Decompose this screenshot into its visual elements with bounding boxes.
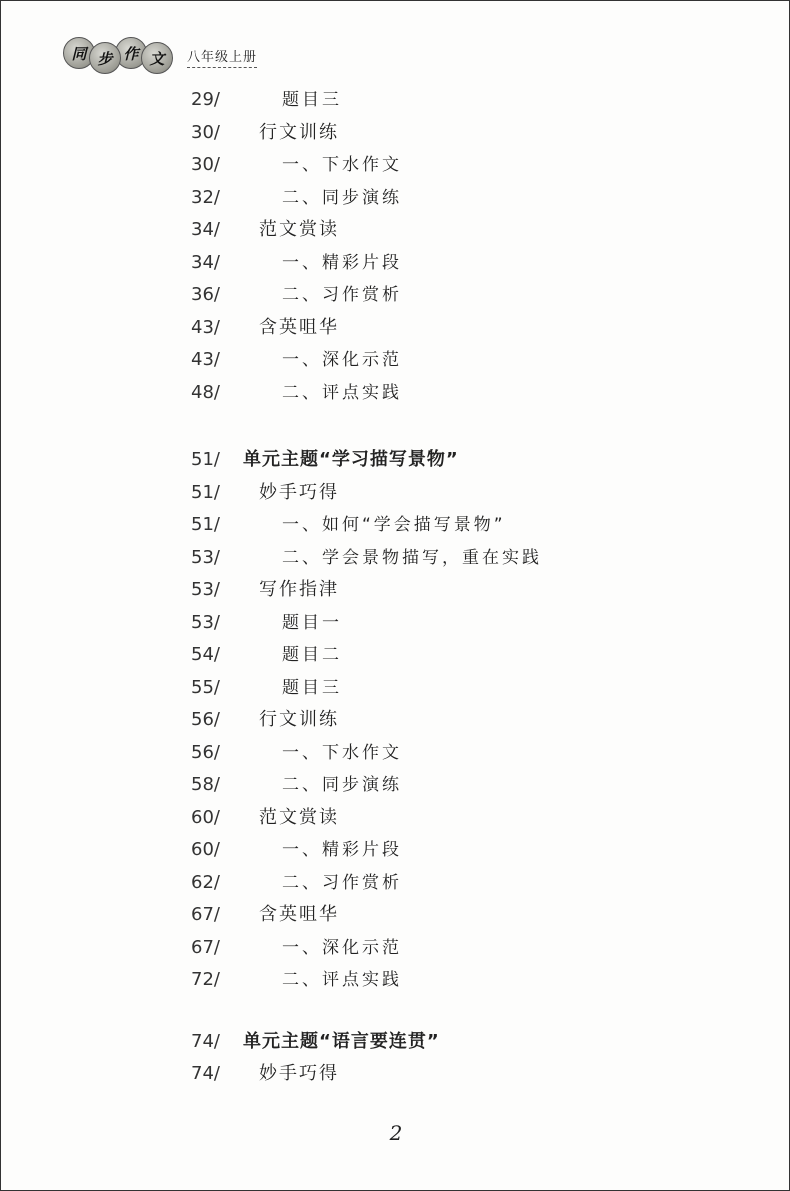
toc-title: 单元主题“语言要连贯”	[243, 1031, 440, 1052]
toc-page-number: 34/	[191, 219, 220, 240]
toc-title: 范文赏读	[259, 219, 339, 240]
toc-page-number: 62/	[191, 871, 220, 893]
toc-title: 一、下水作文	[282, 742, 402, 763]
toc-title: 含英咀华	[259, 316, 339, 338]
toc-title: 二、习作赏析	[282, 872, 402, 893]
toc-page-number: 43/	[191, 316, 220, 338]
toc-page-number: 60/	[191, 806, 220, 828]
toc-title: 题目一	[282, 612, 342, 633]
toc-title: 行文训练	[259, 121, 339, 143]
page-number: 2	[389, 1121, 403, 1145]
toc-title: 单元主题“学习描写景物”	[243, 449, 459, 470]
toc-page-number: 74/	[191, 1063, 220, 1084]
toc-page-number: 53/	[191, 546, 220, 568]
toc-page-number: 51/	[191, 449, 220, 470]
toc-title: 妙手巧得	[259, 481, 339, 503]
toc-page-number: 55/	[191, 676, 220, 698]
toc-title: 二、评点实践	[282, 382, 402, 403]
toc-title: 题目三	[282, 677, 342, 698]
toc-title: 二、评点实践	[282, 970, 402, 990]
page-header	[63, 33, 257, 73]
toc-page-number: 67/	[191, 936, 220, 958]
toc-title: 行文训练	[259, 709, 339, 730]
toc-page-number: 51/	[191, 481, 220, 503]
toc-page-number: 30/	[191, 154, 220, 175]
header-subtitle: 八年级上册	[187, 46, 257, 68]
toc-title: 一、深化示范	[282, 350, 402, 370]
toc-title: 一、下水作文	[282, 155, 402, 175]
toc-page-number: 67/	[191, 904, 220, 925]
toc-title: 一、精彩片段	[282, 252, 402, 273]
toc-page-number: 60/	[191, 839, 220, 860]
toc-page-number: 54/	[191, 644, 220, 665]
toc-page-number: 56/	[191, 741, 220, 763]
toc-page-number: 30/	[191, 121, 220, 143]
toc-page-number: 32/	[191, 186, 220, 208]
toc-title: 妙手巧得	[259, 1063, 339, 1084]
header-coin: 同	[63, 37, 95, 69]
toc-page-number: 74/	[191, 1031, 220, 1052]
toc-page-number: 58/	[191, 774, 220, 795]
toc-title: 题目二	[282, 645, 342, 665]
toc-title: 二、同步演练	[282, 775, 402, 795]
toc-page-number: 56/	[191, 709, 220, 730]
toc-title: 二、学会景物描写，重在实践	[282, 547, 542, 568]
toc-page-number: 53/	[191, 611, 220, 633]
toc-title: 一、精彩片段	[282, 840, 402, 860]
toc-title: 写作指津	[259, 579, 339, 600]
toc-page-number: 36/	[191, 284, 220, 305]
toc-title: 二、同步演练	[282, 187, 402, 208]
toc-page-number: 48/	[191, 381, 220, 403]
toc-page-number: 34/	[191, 251, 220, 273]
toc-title: 一、深化示范	[282, 937, 402, 958]
toc-page-number: 51/	[191, 514, 220, 535]
toc-title: 二、习作赏析	[282, 285, 402, 305]
toc-page-number: 43/	[191, 349, 220, 370]
toc-title: 一、如何“学会描写景物”	[282, 515, 506, 535]
toc-page-number: 72/	[191, 969, 220, 990]
header-coin: 步	[89, 42, 121, 74]
toc-title: 题目三	[282, 90, 342, 110]
toc-page-number: 29/	[191, 89, 220, 110]
toc-title: 含英咀华	[259, 904, 339, 925]
header-coin: 文	[141, 42, 173, 74]
toc-page-number: 53/	[191, 579, 220, 600]
header-coin: 作	[115, 37, 147, 69]
toc-title: 范文赏读	[259, 806, 339, 828]
